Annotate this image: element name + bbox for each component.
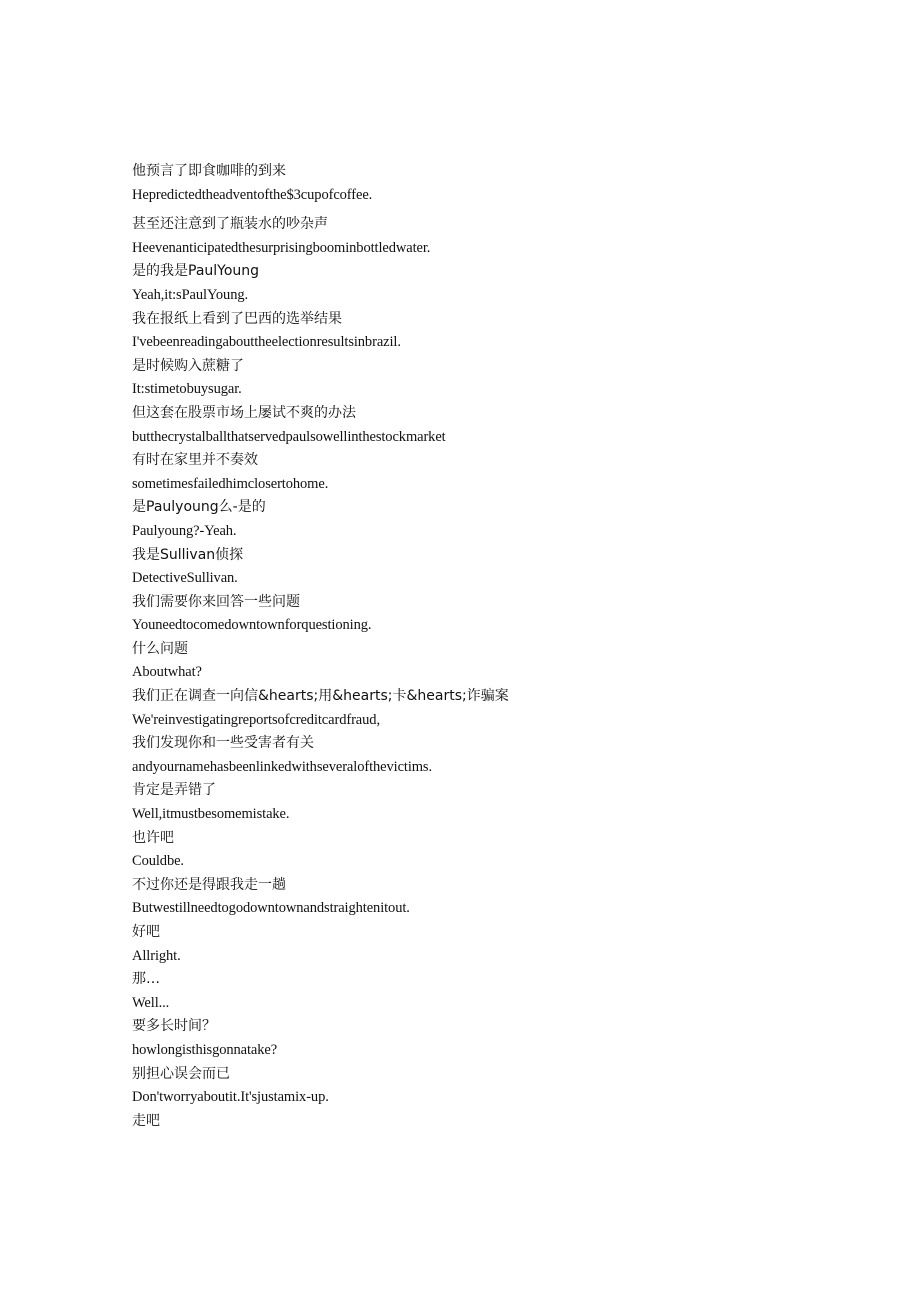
english-subtitle-line: Don'tworryaboutit.It'sjustamix-up. <box>132 1089 329 1106</box>
english-subtitle-line: We'reinvestigatingreportsofcreditcardfraud, <box>132 711 380 728</box>
english-subtitle-line: Butwestillneedtogodowntownandstraightenitout. <box>132 900 410 917</box>
chinese-subtitle-line: 但这套在股票市场上屡试不爽的办法 <box>132 404 356 421</box>
subtitle-lines <box>132 160 852 1133</box>
english-subtitle-line: Heevenanticipatedthesurprisingboominbottledwater. <box>132 239 431 256</box>
english-subtitle-line: sometimesfailedhimclosertohome. <box>132 475 329 492</box>
english-subtitle-line: butthecrystalballthatservedpaulsowellinthestockmarket <box>132 428 446 445</box>
chinese-subtitle-line: 我们需要你来回答一些问题 <box>132 593 300 610</box>
english-subtitle-line: Well... <box>132 994 170 1011</box>
english-subtitle-line: Allright. <box>132 947 181 964</box>
chinese-subtitle-line: 我们正在调查一向信&hearts;用&hearts;卡&hearts;诈骗案 <box>132 688 509 705</box>
chinese-subtitle-line: 他预言了即食咖啡的到来 <box>132 163 286 179</box>
english-subtitle-line: Youneedtocomedowntownforquestioning. <box>132 617 372 634</box>
chinese-subtitle-line: 别担心误会而已 <box>132 1065 230 1082</box>
chinese-subtitle-line: 肯定是弄错了 <box>132 782 216 799</box>
chinese-subtitle-line: 好吧 <box>132 924 160 940</box>
english-subtitle-line: andyournamehasbeenlinkedwithseveralofthevictims. <box>132 758 433 775</box>
english-subtitle-line: Yeah,it:sPaulYoung. <box>132 286 249 303</box>
chinese-subtitle-line: 那… <box>132 971 160 988</box>
chinese-subtitle-line: 甚至还注意到了瓶装水的吵杂声 <box>132 216 328 233</box>
chinese-subtitle-line: 我们发现你和一些受害者有关 <box>132 735 314 752</box>
english-subtitle-line: Aboutwhat? <box>132 664 202 681</box>
english-subtitle-line: Well,itmustbesomemistake. <box>132 806 290 823</box>
english-subtitle-line: Hepredictedtheadventofthe$3cupofcoffee. <box>132 186 373 203</box>
chinese-subtitle-line: 什么问题 <box>132 640 188 657</box>
english-subtitle-line: DetectiveSullivan. <box>132 570 238 587</box>
english-subtitle-line: Paulyoung?-Yeah. <box>132 522 237 539</box>
chinese-subtitle-line: 也许吧 <box>132 829 174 846</box>
english-subtitle-line: It:stimetobuysugar. <box>132 381 242 398</box>
chinese-subtitle-line: 是Paulyoung么-是的 <box>132 499 266 516</box>
chinese-subtitle-line: 是时候购入蔗糖了 <box>132 357 244 374</box>
chinese-subtitle-line: 是的我是PaulYoung <box>132 263 260 280</box>
chinese-subtitle-line: 我是Sullivan侦探 <box>132 546 244 563</box>
english-subtitle-line: Couldbe. <box>132 853 184 870</box>
chinese-subtitle-line: 不过你还是得跟我走一趟 <box>132 876 286 893</box>
chinese-subtitle-line: 有时在家里并不奏效 <box>132 452 258 469</box>
chinese-subtitle-line: 我在报纸上看到了巴西的选举结果 <box>132 310 342 327</box>
chinese-subtitle-line: 走吧 <box>132 1112 160 1129</box>
english-subtitle-line: howlongisthisgonnatake? <box>132 1041 278 1058</box>
chinese-subtitle-line: 要多长时间？ <box>132 1018 216 1035</box>
english-subtitle-line: I'vebeenreadingabouttheelectionresultsinbrazil. <box>132 334 401 351</box>
